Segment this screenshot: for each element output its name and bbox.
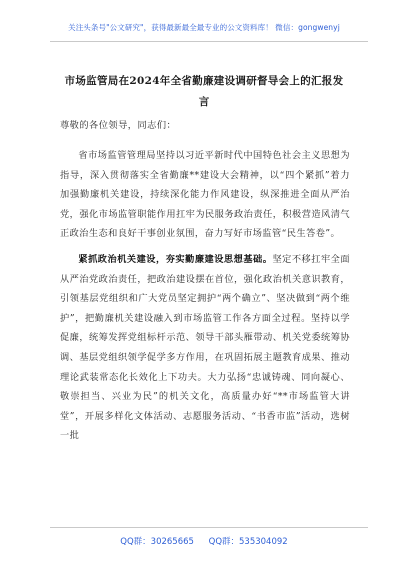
- header-divider: [50, 41, 368, 42]
- title-line-2: 言: [198, 96, 210, 108]
- title-line-1: 市场监管局在2024年全省勤廉建设调研督导会上的汇报发: [64, 75, 344, 87]
- header-promo-note: 关注头条号"公文研究"，获得最新最全最专业的公文资料库！ 微信：gongwenyj: [68, 23, 340, 32]
- salutation: 尊敬的各位领导，同志们：: [60, 120, 177, 131]
- paragraph-1: 省市场监管管理局坚持以习近平新时代中国特色社会主义思想为指导，深入贯彻落实全省勤廉**建设大会精神，以“四个紧抓”着力加强勤廉机关建设，持续深化能力作风建设，纵深推进全面从严治党，强化市场监管职能作用扛牢为民服务政治责任，积极营造风清气正政治生态和良好干事创业氛围，奋力写好市场监管“民生答卷”。: [60, 150, 350, 240]
- footer-contact: [0, 535, 408, 547]
- paragraph-2: [60, 250, 350, 446]
- footer-divider: [50, 527, 368, 528]
- document-body: [60, 116, 350, 452]
- paragraph-2-body: 坚定不移扛牢全面从严治党政治责任，把政治建设摆在首位，强化政治机关意识教育，引领基层党组织和广大党员坚定拥护“两个确立”、坚决做到“两个维护”，把勤廉机关建设融入到市场监管工作各方面全过程。坚持以学促廉，统筹发挥党组标杆示范、领导干部头雁带动、机关党委统筹协调、基层党组织领学促学多方作用，在巩固拓展主题教育成果、推动理论武装常态化长效化上下功夫。大力弘扬“忠诚铸魂、同向凝心、敬崇担当、兴业为民”的机关文化，高质量办好“**市场监管大讲堂”，开展多样化文体活动、志愿服务活动、“书香市监”活动，选树一批: [60, 253, 350, 442]
- footer-qq-group-2: QQ群：535304092: [208, 537, 288, 547]
- paragraph-2-lead: 紧抓政治机关建设，夯实勤廉建设思想基础。: [78, 253, 273, 265]
- document-title: [60, 71, 348, 113]
- footer-qq-group-1: QQ群：30265665: [120, 537, 194, 547]
